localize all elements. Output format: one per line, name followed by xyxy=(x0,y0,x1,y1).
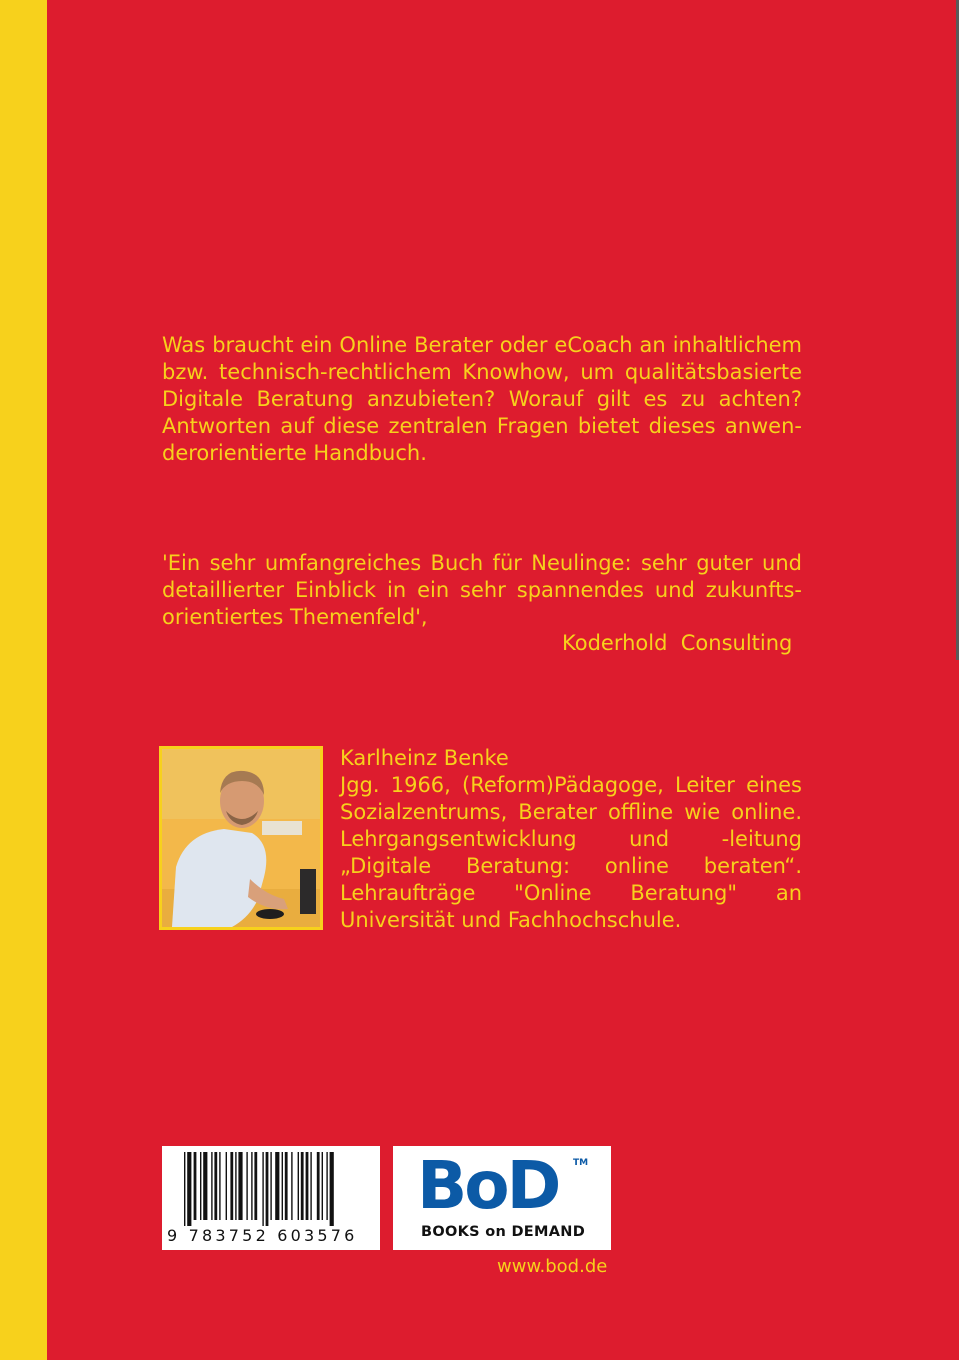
review-quote: 'Ein sehr umfangreiches Buch für Neulinge: sehr guter und detaillierter Einblick in ein sehr spannendes und zukunfts-orientiertes Themenfeld', xyxy=(162,551,802,629)
barcode-bar xyxy=(187,1152,191,1226)
barcode-bar xyxy=(200,1152,201,1220)
barcode-bar xyxy=(226,1152,227,1220)
barcode-bar xyxy=(301,1152,304,1220)
barcode-bar xyxy=(298,1152,299,1220)
barcode-bar xyxy=(194,1152,197,1220)
barcode-bar xyxy=(230,1152,233,1220)
publisher-tagline: BOOKS on DEMAND xyxy=(421,1224,586,1240)
barcode-bar xyxy=(291,1152,292,1220)
barcode-bar xyxy=(235,1152,236,1220)
trademark-mark: TM xyxy=(573,1158,589,1168)
barcode-bar xyxy=(270,1152,271,1220)
barcode-bar xyxy=(251,1152,252,1220)
barcode-bar xyxy=(214,1152,217,1220)
publisher-url: www.bod.de xyxy=(497,1256,608,1277)
isbn-digits: 9 783752 603576 xyxy=(167,1226,358,1245)
barcode-bar xyxy=(317,1152,320,1220)
barcode-bar xyxy=(282,1152,283,1220)
barcode-bar xyxy=(211,1152,212,1220)
barcode-bar xyxy=(254,1152,257,1220)
barcode-bar xyxy=(184,1152,185,1226)
barcode-bar xyxy=(262,1152,263,1226)
author-bio-block xyxy=(340,745,802,934)
bod-logo: BoD xyxy=(417,1147,559,1224)
barcode-bar xyxy=(238,1152,242,1220)
barcode-bar xyxy=(310,1152,311,1220)
barcode-bar xyxy=(219,1152,220,1220)
isbn-barcode xyxy=(162,1146,380,1250)
barcode-bar xyxy=(203,1152,207,1220)
review-source: Koderhold Consulting xyxy=(562,631,793,655)
publisher-logo xyxy=(393,1146,611,1250)
book-blurb: Was braucht ein Online Berater oder eCoach an inhaltlichem bzw. technisch-rechtlichem Knowhow, um qualitätsbasierte Digitale Beratung anzubieten? Worauf gilt es zu achten? Antworten auf diese zentralen Fragen bietet dieses anwen-derorientierte Handbuch. xyxy=(162,333,802,465)
book-spine xyxy=(0,0,47,1360)
barcode-bar xyxy=(266,1152,269,1226)
barcode-bar xyxy=(275,1152,279,1220)
barcode-bar xyxy=(246,1152,247,1220)
author-name: Karlheinz Benke xyxy=(340,746,509,770)
author-photo xyxy=(159,746,323,930)
barcode-bar xyxy=(322,1152,323,1220)
barcode-bar xyxy=(306,1152,309,1220)
barcode-bar xyxy=(326,1152,327,1220)
author-bio: Jgg. 1966, (Reform)Pädagoge, Leiter eines Sozialzentrums, Berater offline wie online. Lehrgangsentwicklung und -leitung „Digitale Beratung: online beraten“. Lehraufträge "Online Beratung" an Universität und Fachhochschule. xyxy=(340,773,802,932)
barcode-icon xyxy=(162,1146,380,1226)
barcode-bar xyxy=(285,1152,288,1220)
barcode-bar xyxy=(330,1152,334,1226)
